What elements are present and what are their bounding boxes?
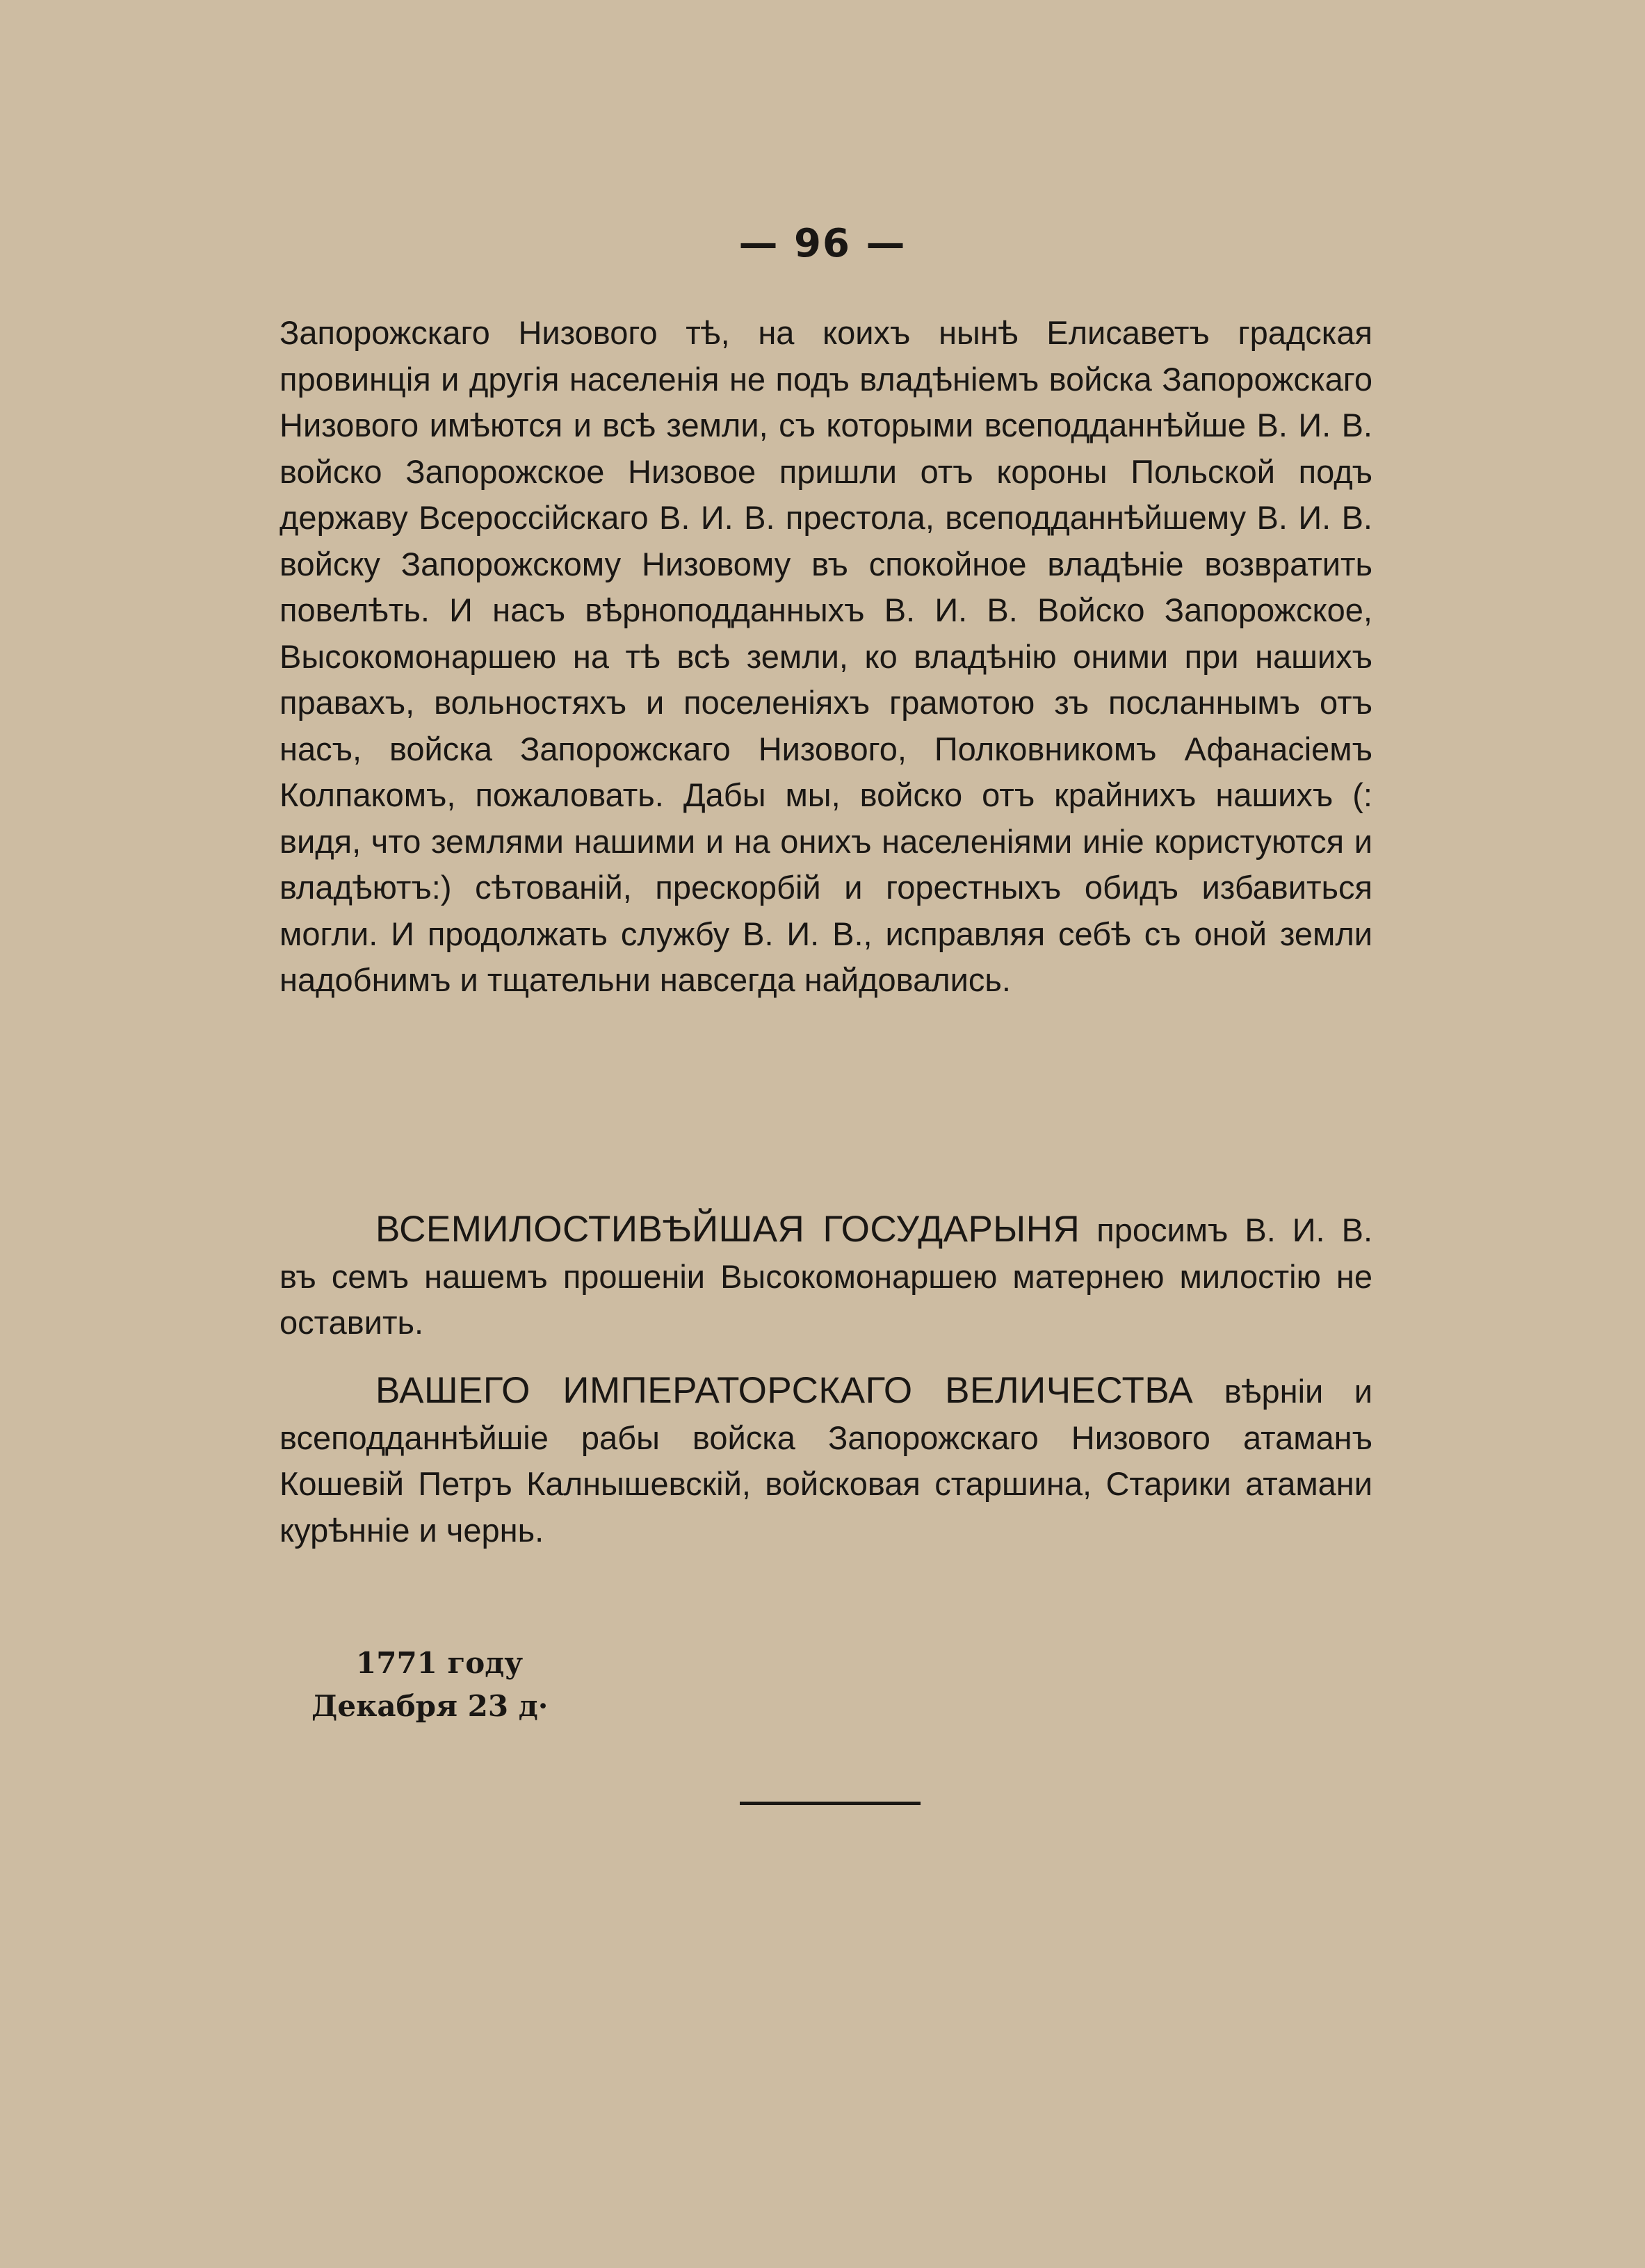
date-block [311, 1642, 548, 1728]
date-year: 1771 году [356, 1646, 524, 1680]
signature-address: ВАШЕГО ИМПЕРАТОРСКАГО ВЕЛИЧЕСТВА [375, 1370, 1194, 1411]
body-paragraph-signature [279, 1368, 1372, 1553]
appeal-text: просимъ В. И. В. въ семъ нашемъ прошеніи Высокомонаршею матернею милостію не оставить. [279, 1211, 1372, 1341]
body-paragraph-petition: Запорожскаго Низового тѣ, на коихъ нынѣ Елисаветъ градская провинція и другія населенія не подъ владѣніемъ войска Запорожскаго Низового имѣются и всѣ земли, съ которыми всеподданнѣйше В. И. В. войско Запорожское Низовое пришли отъ короны Польской подъ державу Всероссійскаго В. И. В. престола, всеподданнѣйшему В. И. В. войску Запорожскому Низовому въ спокойное владѣніе возвратить повелѣть. И насъ вѣрноподданныхъ В. И. В. Войско Запорожское, Высокомонаршею на тѣ всѣ земли, ко владѣнію оними при нашихъ правахъ, вольностяхъ и поселеніяхъ грамотою зъ посланнымъ отъ насъ, войска Запорожскаго Низового, Полковникомъ Афанасіемъ Колпакомъ, пожаловать. Дабы мы, войско отъ крайнихъ нашихъ (: видя, что землями нашими и на онихъ населеніями иніе користуются и владѣютъ:) сѣтованій, прескорбій и горестныхъ обидъ избавиться могли. И продолжать службу В. И. В., исправляя себѣ съ оной земли надобнимъ и тщательни навсегда найдовались. [279, 314, 1372, 998]
body-paragraph-appeal [279, 1207, 1372, 1346]
page-number: — 96 — [738, 221, 907, 266]
appeal-salutation: ВСЕМИЛОСТИВѢЙШАЯ ГОСУДАРЫНЯ [375, 1209, 1080, 1250]
signature-text: вѣрніи и всеподданнѣйшіе рабы войска Запорожскаго Низового атаманъ Кошевій Петръ Калнышевскій, войсковая старшина, Старики атамани курѣнніе и чернь. [279, 1373, 1372, 1549]
closing-rule-divider [740, 1802, 921, 1805]
date-day: Декабря 23 д· [311, 1689, 549, 1723]
